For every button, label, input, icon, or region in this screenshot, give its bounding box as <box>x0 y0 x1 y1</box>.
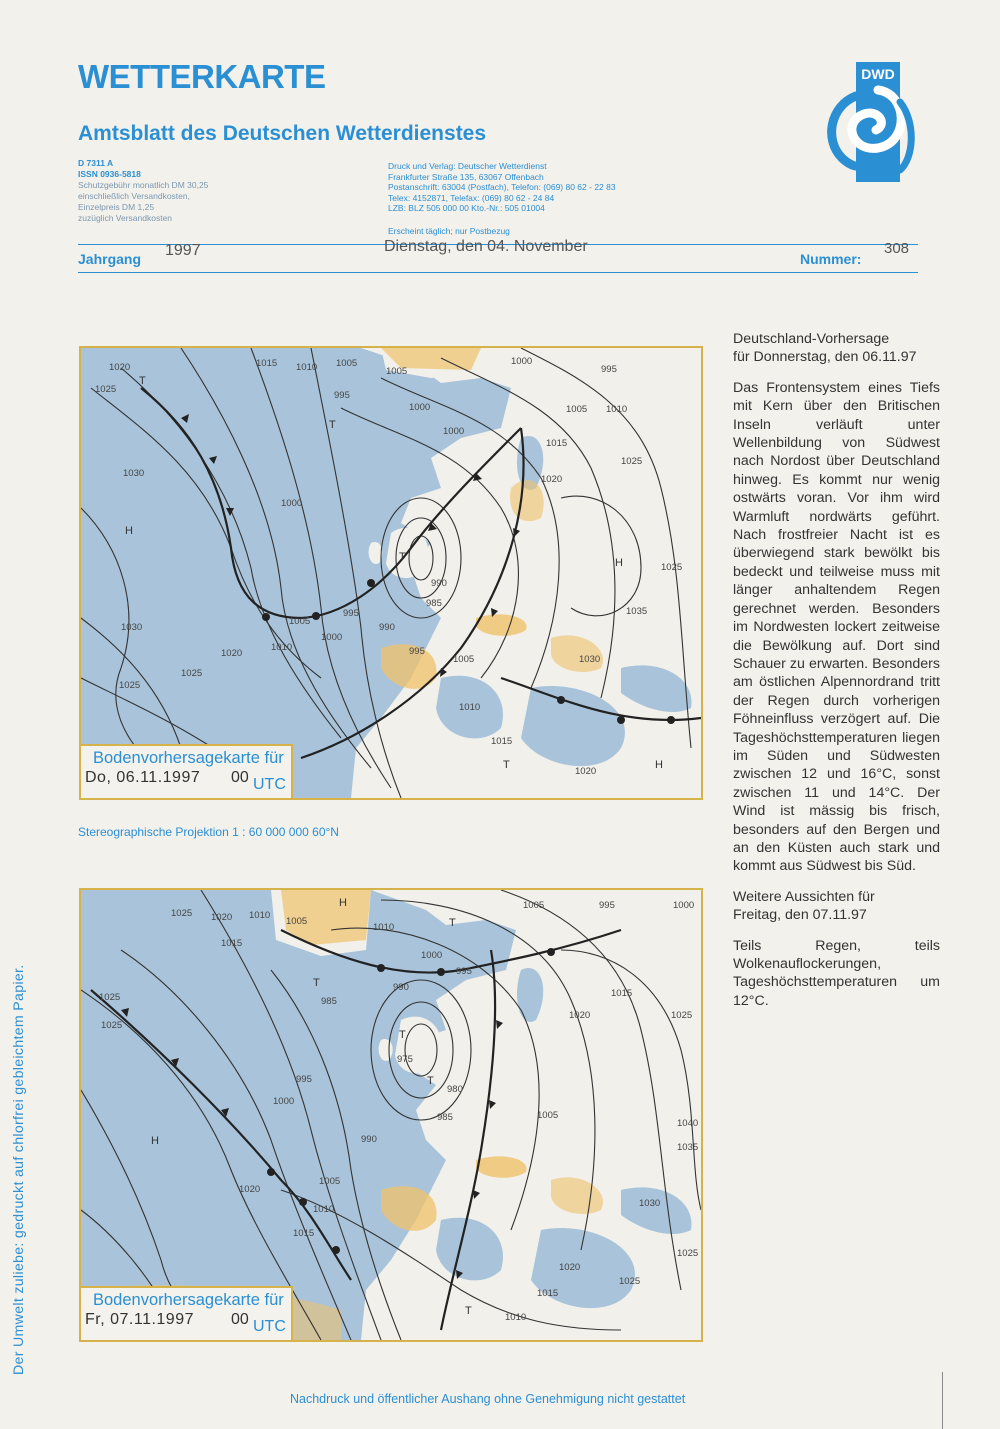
pressure-center: T <box>399 1029 406 1041</box>
pressure-center: T <box>465 1305 472 1317</box>
isobar-label: 1005 <box>286 916 308 927</box>
forecast-map-friday <box>79 888 703 1342</box>
issue-date: Dienstag, den 04. November <box>384 238 588 255</box>
isobar-label: 1020 <box>575 766 597 777</box>
map-graphic <box>81 890 701 1340</box>
pressure-center: H <box>615 557 623 569</box>
pressure-center: H <box>151 1135 159 1147</box>
pressure-center: T <box>329 419 336 431</box>
isobar-label: 1010 <box>313 1204 335 1215</box>
isobar-label: 990 <box>393 982 409 993</box>
forecast-heading-date: für Donnerstag, den 06.11.97 <box>733 349 917 366</box>
fee-line: Einzelpreis DM 1,25 <box>78 202 155 212</box>
jahrgang-value: 1997 <box>165 242 201 259</box>
publisher-line: LZB: BLZ 505 000 00 Kto.-Nr.: 505 01004 <box>388 203 545 213</box>
environment-note: Der Umwelt zuliebe: gedruckt auf chlorfrei gebleichtem Papier. <box>11 964 27 1375</box>
pressure-center: H <box>339 897 347 909</box>
map-caption-hour: 00 <box>231 1311 249 1328</box>
isobar-label: 1000 <box>281 498 303 509</box>
isobar-label: 1025 <box>621 456 643 467</box>
fee-line: Schutzgebühr monatlich DM 30,25 <box>78 180 209 190</box>
isobar-label: 1025 <box>181 668 203 679</box>
isobar-label: 1025 <box>171 908 193 919</box>
isobar-label: 1040 <box>677 1118 699 1129</box>
isobar-label: 1020 <box>239 1184 261 1195</box>
map-caption-title: Bodenvorhersagekarte für <box>93 749 284 767</box>
dwd-logo <box>818 62 918 187</box>
publisher-info <box>388 161 616 214</box>
isobar-label: 975 <box>397 1054 413 1065</box>
isobar-label: 1010 <box>459 702 481 713</box>
isobar-label: 1030 <box>123 468 145 479</box>
publication-code: D 7311 A <box>78 158 114 168</box>
copyright-notice: Nachdruck und öffentlicher Aushang ohne Genehmigung nicht gestattet <box>290 1392 686 1406</box>
isobar-label: 1015 <box>491 736 513 747</box>
isobar-label: 995 <box>334 390 350 401</box>
isobar-label: 1005 <box>523 900 545 911</box>
isobar-label: 995 <box>409 646 425 657</box>
isobar-label: 1005 <box>566 404 588 415</box>
logo-text: DWD <box>861 66 895 82</box>
isobar-label: 985 <box>437 1112 453 1123</box>
isobar-label: 1010 <box>373 922 395 933</box>
isobar-label: 1010 <box>271 642 293 653</box>
isobar-label: 985 <box>321 996 337 1007</box>
outlook-heading: Weitere Aussichten für <box>733 888 875 905</box>
isobar-label: 1025 <box>677 1248 699 1259</box>
publication-meta <box>78 158 208 224</box>
isobar-label: 1020 <box>559 1262 581 1273</box>
isobar-label: 1015 <box>221 938 243 949</box>
pressure-center: T <box>313 977 320 989</box>
isobar-label: 1010 <box>505 1312 527 1323</box>
isobar-label: 1025 <box>99 992 121 1003</box>
forecast-text <box>733 330 940 1010</box>
isobar-label: 1020 <box>109 362 131 373</box>
pressure-center: H <box>125 525 133 537</box>
nummer-value: 308 <box>884 240 910 257</box>
outlook-body: Teils Regen, teils Wolkenauflockerungen, Tageshöchsttemperaturen um 12°C. <box>733 937 940 1009</box>
isobar-label: 1010 <box>296 362 318 373</box>
isobar-label: 1035 <box>677 1142 699 1153</box>
isobar-label: 1005 <box>386 366 408 377</box>
isobar-label: 1015 <box>546 438 568 449</box>
isobar-label: 990 <box>361 1134 377 1145</box>
isobar-label: 1000 <box>443 426 465 437</box>
isobar-label: 1000 <box>421 950 443 961</box>
map-caption-unit: UTC <box>253 776 286 793</box>
projection-note: Stereographische Projektion 1 : 60 000 000 60°N <box>78 825 339 839</box>
isobar-label: 1025 <box>101 1020 123 1031</box>
isobar-label: 1025 <box>95 384 117 395</box>
jahrgang-label: Jahrgang <box>78 251 142 267</box>
isobar-label: 1025 <box>661 562 683 573</box>
forecast-map-thursday <box>79 346 703 800</box>
pressure-center: T <box>139 375 146 387</box>
isobar-label: 1025 <box>671 1010 693 1021</box>
isobar-label: 1000 <box>409 402 431 413</box>
outlook-heading-date: Freitag, den 07.11.97 <box>733 907 867 924</box>
map-caption-date: Do, 06.11.1997 <box>85 769 201 786</box>
isobar-label: 995 <box>599 900 615 911</box>
isobar-label: 1000 <box>273 1096 295 1107</box>
map-caption <box>81 744 293 798</box>
isobar-label: 1015 <box>293 1228 315 1239</box>
isobar-label: 995 <box>343 608 359 619</box>
isobar-label: 1025 <box>619 1276 641 1287</box>
isobar-label: 1005 <box>453 654 475 665</box>
map-caption-date: Fr, 07.11.1997 <box>85 1311 194 1328</box>
isobar-label: 1000 <box>321 632 343 643</box>
fee-line: zuzüglich Versandkosten <box>78 213 173 223</box>
isobar-label: 995 <box>296 1074 312 1085</box>
isobar-label: 1000 <box>673 900 695 911</box>
isobar-label: 1010 <box>249 910 271 921</box>
isobar-label: 995 <box>601 364 617 375</box>
isobar-label: 1005 <box>289 616 311 627</box>
isobar-label: 985 <box>426 598 442 609</box>
publisher-line: Frankfurter Straße 135, 63067 Offenbach <box>388 171 544 182</box>
document-subtitle: Amtsblatt des Deutschen Wetterdienstes <box>78 122 487 145</box>
header-rule-bottom <box>78 272 918 273</box>
nummer-label: Nummer: <box>800 251 862 267</box>
isobar-label: 1015 <box>256 358 278 369</box>
isobar-label: 980 <box>447 1084 463 1095</box>
isobar-label: 990 <box>431 578 447 589</box>
map-caption-unit: UTC <box>253 1318 286 1335</box>
pressure-center: T <box>427 1075 434 1087</box>
pressure-center: T <box>399 551 406 563</box>
forecast-heading: Deutschland-Vorhersage <box>733 331 890 347</box>
isobar-label: 1035 <box>626 606 648 617</box>
publisher-line: Druck und Verlag: Deutscher Wetterdienst <box>388 161 547 171</box>
isobar-label: 1005 <box>537 1110 559 1121</box>
isobar-label: 1005 <box>336 358 358 369</box>
publication-frequency: Erscheint täglich; nur Postbezug <box>388 226 510 236</box>
pressure-center: T <box>449 917 456 929</box>
map-graphic <box>81 348 701 798</box>
publisher-line: Postanschrift: 63004 (Postfach), Telefon: (069) 80 62 - 22 83 <box>388 182 616 192</box>
isobar-label: 1020 <box>221 648 243 659</box>
map-caption-hour: 00 <box>231 769 249 786</box>
isobar-label: 1020 <box>211 912 233 923</box>
isobar-label: 1030 <box>639 1198 661 1209</box>
isobar-label: 1020 <box>569 1010 591 1021</box>
scan-edge-line <box>942 1372 943 1429</box>
isobar-label: 1000 <box>511 356 533 367</box>
isobar-label: 1010 <box>606 404 628 415</box>
isobar-label: 1025 <box>119 680 141 691</box>
isobar-label: 1030 <box>121 622 143 633</box>
issn: ISSN 0936-5818 <box>78 169 141 179</box>
isobar-label: 1015 <box>537 1288 559 1299</box>
pressure-center: H <box>655 759 663 771</box>
publisher-line: Telex: 4152871, Telefax: (069) 80 62 - 24 84 <box>388 192 555 203</box>
fee-line: einschließlich Versandkosten, <box>78 191 190 201</box>
isobar-label: 995 <box>456 966 472 977</box>
document-title: WETTERKARTE <box>78 58 326 95</box>
isobar-label: 1020 <box>541 474 563 485</box>
isobar-label: 990 <box>379 622 395 633</box>
isobar-label: 1015 <box>611 988 633 999</box>
isobar-label: 1005 <box>319 1176 341 1187</box>
pressure-center: T <box>503 759 510 771</box>
map-caption-title: Bodenvorhersagekarte für <box>93 1291 284 1309</box>
isobar-label: 1030 <box>579 654 601 665</box>
forecast-body: Das Frontensystem eines Tiefs mit Kern über den Britischen Inseln verläuft unter Wellenbildung von Südwest nach Nordost über Deutschland hinweg. Es kommt nur wenig ostwärts voran. Vor ihm wird Warmluft nordwärts geführt. Nach frostfreier Nacht ist es überwiegend stark bewölkt bis bedeckt und teilweise muss mit länger anhaltendem Regen gerechnet werden. Besonders im Nordwesten lockert zeitweise die Bewölkung auf. Dort sind Schauer zu erwarten. Besonders am östlichen Alpennordrand tritt der Regen durch vorherigen Föhneinfluss verzögert auf. Die Tageshöchsttemperaturen liegen im Süden und Südwesten zwischen 12 und 16°C, sonst zwischen 11 und 14°C. Der Wind ist mässig bis frisch, besonders auf den Bergen und an den Küsten auch stark und kommt aus Südwest bis Süd. <box>733 379 940 875</box>
map-caption <box>81 1286 293 1340</box>
